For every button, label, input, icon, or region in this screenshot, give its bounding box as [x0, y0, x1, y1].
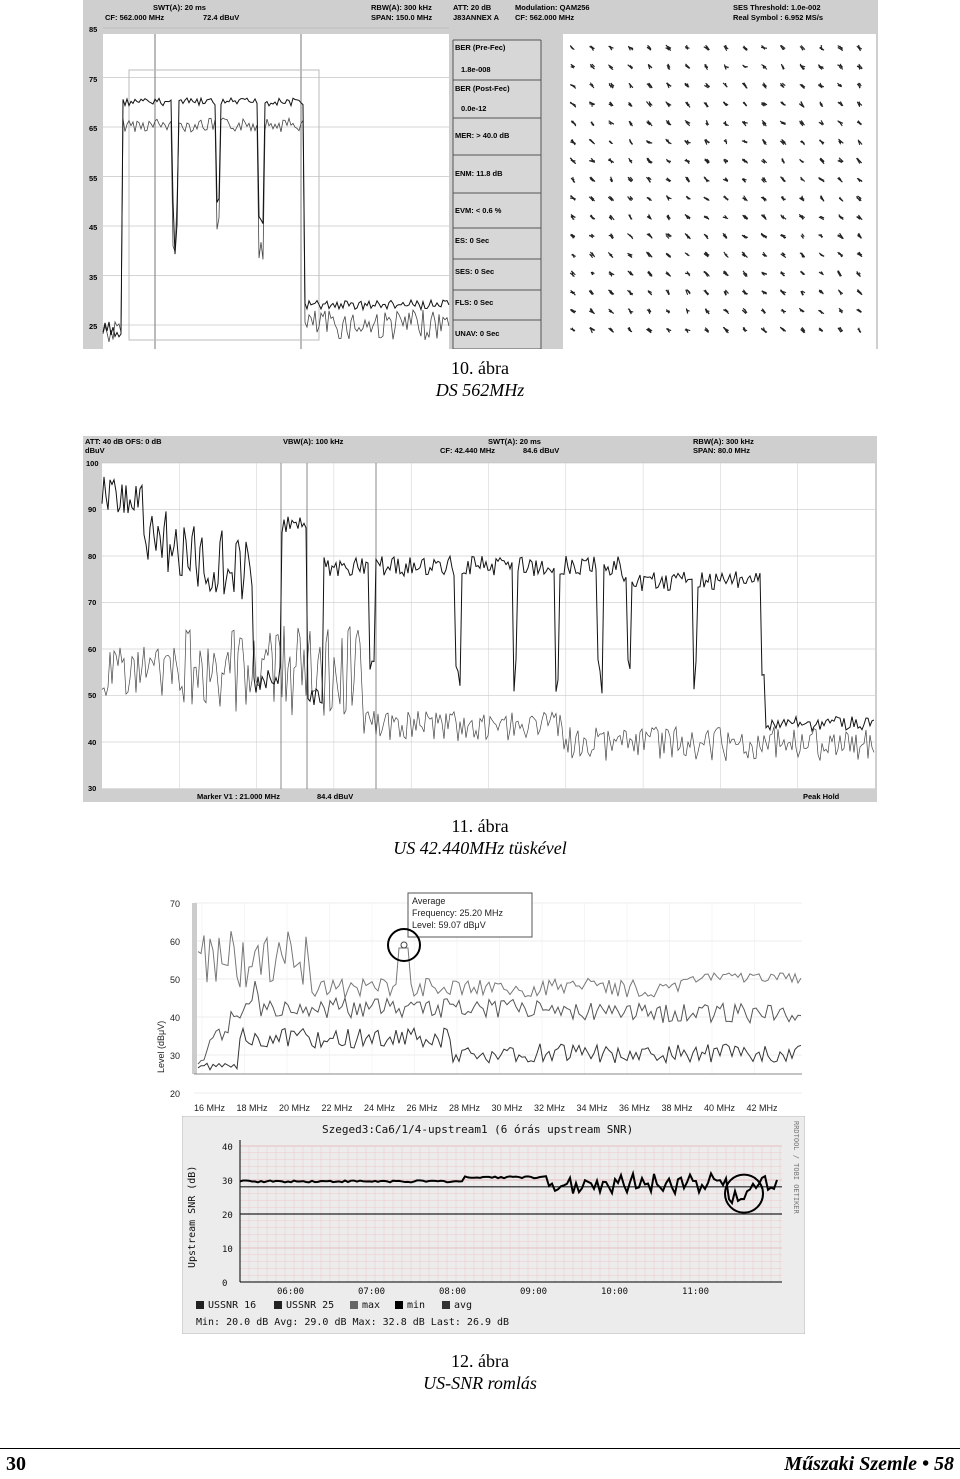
- fig11-ytick: 60: [88, 645, 96, 654]
- fig10-ytick: 55: [89, 174, 97, 183]
- fig10-annex: J83ANNEX A: [453, 13, 500, 22]
- page-footer: [0, 1448, 960, 1479]
- fig11-cf: CF: 42.440 MHz: [440, 446, 495, 455]
- fig12a-xtick: 28 MHz: [449, 1103, 481, 1113]
- fig10-meas-label: EVM: < 0.6 %: [455, 206, 502, 215]
- fig10-constellation-point: [783, 66, 784, 69]
- fig11-mode: Peak Hold: [803, 792, 840, 801]
- fig11-vbw: VBW(A): 100 kHz: [283, 437, 344, 446]
- fig12b-xtick: 06:00: [277, 1287, 304, 1297]
- fig10-constellation-point: [839, 311, 842, 312]
- fig10-constellation-point: [571, 311, 576, 312]
- fig12b-xtick: 08:00: [439, 1287, 466, 1297]
- fig10-ses-threshold: SES Threshold: 1.0e-002: [733, 3, 821, 12]
- fig12b-legend-item: USSNR 25: [286, 1300, 334, 1311]
- fig10-meas-label: ES: 0 Sec: [455, 236, 489, 245]
- fig10-meas-label: MER: > 40.0 dB: [455, 131, 510, 140]
- fig10-cf: CF: 562.000 MHz: [105, 13, 164, 22]
- fig10-ytick: 45: [89, 223, 97, 232]
- fig10-ytick: 65: [89, 124, 97, 133]
- figure-12-title: US-SNR romlás: [0, 1372, 960, 1394]
- fig12b-legend-item: USSNR 16: [208, 1300, 256, 1311]
- fig10-constellation-point: [572, 179, 575, 180]
- fig10-constellation-point: [821, 234, 822, 238]
- fig11-att: ATT: 40 dB OFS: 0 dB: [85, 437, 162, 446]
- figure-11-us-spectrum: [83, 436, 877, 802]
- fig12b-xtick: 11:00: [682, 1287, 709, 1297]
- fig12a-tooltip-level: Level: 59.07 dBμV: [412, 920, 486, 930]
- figure-11-title: US 42.440MHz tüskével: [0, 837, 960, 859]
- fig10-modulation: Modulation: QAM256: [515, 3, 590, 12]
- fig12a-ytick: 50: [170, 975, 180, 985]
- fig10-meas-label: ENM: 11.8 dB: [455, 169, 503, 178]
- fig12a-ytick: 40: [170, 1013, 180, 1023]
- fig11-unit: dBuV: [85, 446, 105, 455]
- fig10-constellation-point: [667, 161, 670, 162]
- fig12b-xtick: 10:00: [601, 1287, 628, 1297]
- fig10-meas-label: SES: 0 Sec: [455, 267, 494, 276]
- fig12a-ytick: 20: [170, 1089, 180, 1099]
- fig10-rbw: RBW(A): 300 kHz: [371, 3, 432, 12]
- figure-12-caption: [0, 1350, 960, 1394]
- fig10-level: 72.4 dBuV: [203, 13, 239, 22]
- fig11-ytick: 30: [88, 784, 96, 793]
- fig11-level: 84.6 dBuV: [523, 446, 559, 455]
- fig12a-xtick: 42 MHz: [747, 1103, 779, 1113]
- fig12a-tooltip-title: Average: [412, 896, 445, 906]
- figure-10-caption: [0, 357, 960, 401]
- fig11-ytick: 80: [88, 552, 96, 561]
- fig12a-xtick: 30 MHz: [492, 1103, 524, 1113]
- fig10-constellation-point: [571, 160, 576, 161]
- fig10-constellation-point: [572, 234, 573, 238]
- fig12a-highlight-circle: [388, 929, 420, 961]
- fig10-meas-label: BER (Post-Fec): [455, 84, 510, 93]
- figure-11-number: 11. ábra: [0, 815, 960, 837]
- fig12b-ytick: 0: [222, 1279, 227, 1289]
- fig12b-legend-item: max: [362, 1300, 380, 1311]
- fig10-constellation-point: [764, 255, 765, 256]
- figure-10-number: 10. ábra: [0, 357, 960, 379]
- fig10-ytick: 85: [89, 25, 97, 34]
- fig10-constellation-point: [630, 215, 631, 218]
- fig12a-xtick: 20 MHz: [279, 1103, 311, 1113]
- fig12b-ytick: 10: [222, 1245, 233, 1255]
- fig12a-y-label: Level (dBμV): [156, 1021, 166, 1073]
- fig11-ytick: 70: [88, 598, 96, 607]
- fig12a-xtick: 16 MHz: [194, 1103, 226, 1113]
- fig10-ytick: 25: [89, 322, 97, 331]
- fig12b-ytick: 20: [222, 1211, 233, 1221]
- fig10-meas-label: FLS: 0 Sec: [455, 298, 493, 307]
- figure-10-ds-spectrum: [83, 0, 878, 349]
- fig12a-xtick: 18 MHz: [237, 1103, 269, 1113]
- fig10-ytick: 35: [89, 273, 97, 282]
- figure-12-spectrum: [150, 888, 806, 1118]
- fig10-ytick: 75: [89, 75, 97, 84]
- figure-12-number: 12. ábra: [0, 1350, 960, 1372]
- fig11-rbw: RBW(A): 300 kHz: [693, 437, 754, 446]
- fig11-ytick: 100: [86, 459, 99, 468]
- fig12a-tooltip-frequency: Frequency: 25.20 MHz: [412, 908, 504, 918]
- fig10-constellation-point: [572, 255, 575, 256]
- figure-12-snr-graph: [182, 1116, 805, 1334]
- fig10-cf2: CF: 562.000 MHz: [515, 13, 574, 22]
- fig10-constellation-point: [572, 66, 574, 67]
- fig10-swt: SWT(A): 20 ms: [153, 3, 206, 12]
- fig12b-legend-item: avg: [454, 1300, 472, 1311]
- fig12a-xtick: 34 MHz: [577, 1103, 609, 1113]
- fig12a-tooltip: [388, 893, 532, 961]
- fig11-ytick: 40: [88, 738, 96, 747]
- fig12b-y-label: Upstream SNR (dB): [187, 1166, 198, 1268]
- fig11-marker-level: 84.4 dBuV: [317, 792, 353, 801]
- fig12a-xtick: 22 MHz: [322, 1103, 354, 1113]
- fig12b-stats: Min: 20.0 dB Avg: 29.0 dB Max: 32.8 dB Last: 26.9 dB: [196, 1317, 509, 1328]
- figure-10-title: DS 562MHz: [0, 379, 960, 401]
- fig10-meas-label: UNAV: 0 Sec: [455, 329, 499, 338]
- fig10-constellation-point: [725, 291, 726, 294]
- fig10-constellation-point: [802, 215, 803, 219]
- fig12a-xtick: 26 MHz: [407, 1103, 439, 1113]
- fig10-meas-label: BER (Pre-Fec): [455, 43, 506, 52]
- fig12a-ytick: 30: [170, 1051, 180, 1061]
- fig11-marker: Marker V1 : 21.000 MHz: [197, 792, 280, 801]
- fig10-real-symbol: Real Symbol : 6.952 MS/s: [733, 13, 823, 22]
- fig12a-xtick: 24 MHz: [364, 1103, 396, 1113]
- fig10-meas-value: 0.0e-12: [461, 104, 486, 113]
- figure-11-caption: [0, 815, 960, 859]
- fig10-constellation-point: [726, 216, 727, 219]
- fig12a-ytick: 70: [170, 899, 180, 909]
- fig10-constellation-point: [707, 142, 708, 143]
- fig10-span: SPAN: 150.0 MHz: [371, 13, 432, 22]
- fig12b-ytick: 40: [222, 1143, 233, 1153]
- fig12b-ytick: 30: [222, 1177, 233, 1187]
- fig12a-xtick: 40 MHz: [704, 1103, 736, 1113]
- fig12a-xtick: 32 MHz: [534, 1103, 566, 1113]
- fig12b-xtick: 07:00: [358, 1287, 385, 1297]
- journal-name: Műszaki Szemle • 58: [784, 1453, 954, 1476]
- fig11-span: SPAN: 80.0 MHz: [693, 446, 750, 455]
- page-number: 30: [6, 1453, 26, 1476]
- fig11-swt: SWT(A): 20 ms: [488, 437, 541, 446]
- fig11-ytick: 50: [88, 691, 96, 700]
- fig12a-xtick: 36 MHz: [619, 1103, 651, 1113]
- fig12b-title: Szeged3:Ca6/1/4-upstream1 (6 órás upstream SNR): [322, 1123, 633, 1136]
- fig12b-legend-item: min: [407, 1300, 425, 1311]
- fig12a-ytick: 60: [170, 937, 180, 947]
- fig10-att: ATT: 20 dB: [453, 3, 492, 12]
- fig10-meas-value: 1.8e-008: [461, 65, 491, 74]
- fig12a-xtick: 38 MHz: [662, 1103, 694, 1113]
- fig11-ytick: 90: [88, 505, 96, 514]
- fig12b-side-text: RRDTOOL / TOBI OETIKER: [792, 1121, 800, 1215]
- fig12b-xtick: 09:00: [520, 1287, 547, 1297]
- fig10-constellation-point: [592, 273, 593, 275]
